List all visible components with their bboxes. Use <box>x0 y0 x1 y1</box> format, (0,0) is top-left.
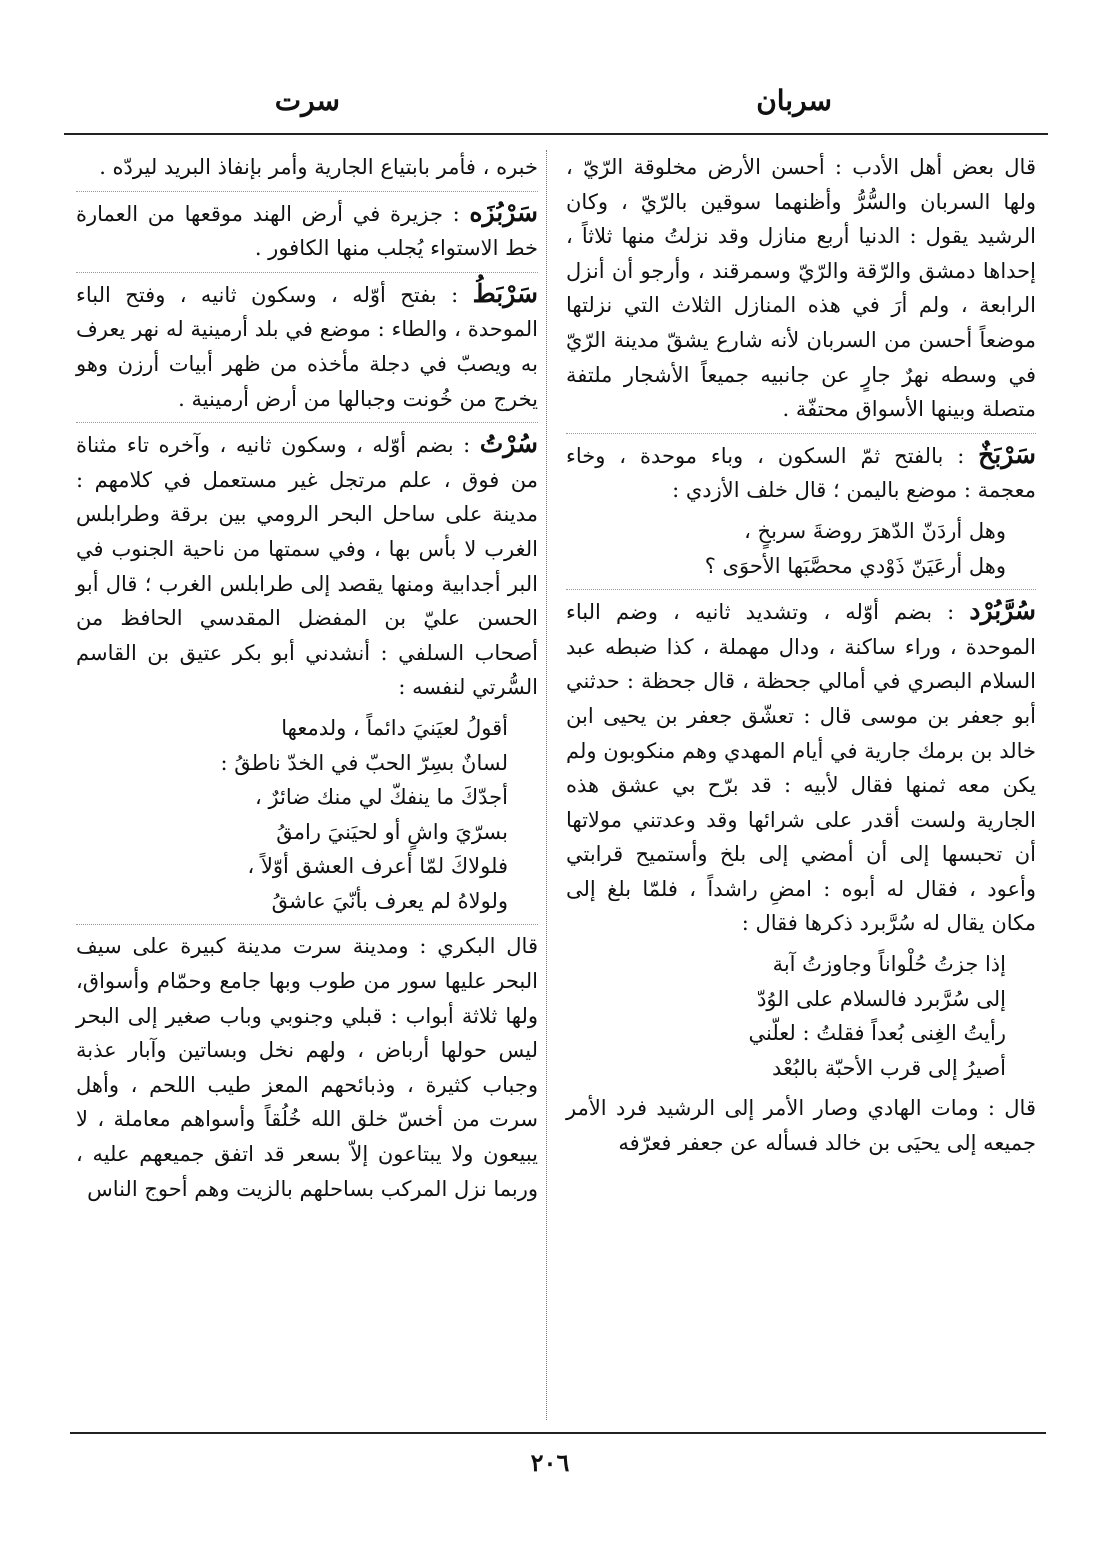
entry-separator <box>76 191 538 192</box>
header-rule <box>64 133 1048 135</box>
headword: سَرْبَخٌ <box>978 439 1036 469</box>
poem-line: أجدّكَ ما ينفكّ لي منك ضائرٌ ، <box>255 785 508 810</box>
running-header-left: سرت <box>274 84 340 117</box>
entry-separator <box>566 589 1036 590</box>
entry-sarbuza <box>76 196 538 266</box>
entry-text: : بضم أوّله ، وسكون ثانيه ، وآخره تاء مثناة من فوق ، علم مرتجل غير مستعمل في كلامهم : مدينة على ساحل البحر الرومي بين برقة وطرابلس الغرب لا بأس بها ، وفي سمتها من ناحية الجنوب في البر أجدابية ومنها يقصد إلى طرابلس الغرب ؛ قال أبو الحسن عليّ بن المفضل المقدسي الحافظ من أصحاب السلفي : أنشدني أبو بكر عتيق بن القاسم السُّرتي لنفسه : <box>76 433 538 700</box>
poem-line: إذا جزتُ حُلْواناً وجاوزتُ آبة <box>772 952 1006 977</box>
paragraph-surrabard-continued: قال : ومات الهادي وصار الأمر إلى الرشيد فرد الأمر جميعه إلى يحيَى بن خالد فسأله عن جعفر فعرّفه <box>566 1096 1036 1156</box>
poem-line: لسانٌ بسِرّ الحبّ في الخدّ ناطقُ : <box>220 750 508 775</box>
poem-surrabard <box>566 947 1036 1085</box>
paragraph-surrabard-end: خبره ، فأمر بابتياع الجارية وأمر بإنفاذ البريد ليردّه . <box>99 155 538 179</box>
entry-text: : بضم أوّله ، وتشديد ثانيه ، وضم الباء الموحدة ، وراء ساكنة ، ودال مهملة ، كذا ضبطه عبد السلام البصري في أمالي جحظة ، قال جحظة : حدثني أبو جعفر بن موسى قال : تعشّق جعفر بن يحيى ابن خالد بن برمك جارية في أيام المهدي وهم منكوبون ولم يكن معه ثمنها فقال لأبيه : قد برّح بي عشق هذه الجارية ولست أقدر على شرائها وقد وعدتني مولاتها أن تحبسها إلى أن أمضي إلى بلخ وأستميح قرابتي وأعود ، فقال له أبوه : امضِ راشداً ، فلمّا بلغ إلى مكان يقال له سُرَّبرد ذكرها فقال : <box>566 600 1036 936</box>
poem-surt <box>76 711 538 919</box>
headword: سَرْبَطُ <box>472 278 538 308</box>
entry-separator <box>566 433 1036 434</box>
poem-line: أصيرُ إلى قرب الأحبّة بالبُعْد <box>772 1055 1006 1080</box>
footer-rule <box>70 1432 1046 1434</box>
page-number: ٢٠٦ <box>530 1448 570 1477</box>
entry-surt <box>76 427 538 705</box>
poem-line: رأيتُ الغِنى بُعداً فقلتُ : لعلّني <box>748 1021 1006 1046</box>
right-column <box>566 150 1036 1167</box>
poem-line: ولولاهُ لم يعرف بأنّيَ عاشقُ <box>271 888 508 913</box>
running-header-right: سربان <box>756 84 832 117</box>
poem-sarbakh <box>566 514 1036 583</box>
left-column <box>76 150 538 1212</box>
entry-text: : بالفتح ثمّ السكون ، وباء موحدة ، وخاء معجمة : موضع باليمن ؛ قال خلف الأزدي : <box>566 443 1036 503</box>
poem-line: وهل أردَنّ الدّهرَ روضةَ سربخٍ ، <box>744 518 1006 543</box>
entry-separator <box>76 924 538 925</box>
paragraph-sarban-end: قال بعض أهل الأدب : أحسن الأرض مخلوقة الرّيّ ، ولها السربان والسُّرُّ وأظنهما سوقين بالرّيّ ، وكان الرشيد يقول : الدنيا أربع منازل وقد نزلتُ منها ثلاثاً ، إحداها دمشق والرّقة والرّيّ وسمرقند ، وأرجو أن أنزل الرابعة ، ولم أرَ في هذه المنازل الثلاث التي نزلتها موضعاً أحسن من السربان لأنه شارع يشقّ مدينة الرّيّ في وسطه نهرٌ جارٍ عن جانبيه جميعاً الأشجار ملتفة متصلة وبينها الأسواق محتفّة . <box>566 155 1036 422</box>
paragraph-surt-bakri: قال البكري : ومدينة سرت مدينة كبيرة على سيف البحر عليها سور من طوب وبها جامع وحمّام وأسواق، ولها ثلاثة أبواب : قبلي وجنوبي وباب صغير إلى البحر ليس حولها أرباض ، ولهم نخل وبساتين وآبار عذبة وجباب كثيرة ، وذبائحهم المعز طيب اللحم ، وأهل سرت من أخسّ خلق الله خُلُقاً وأسواهم معاملة ، لا يبيعون ولا يبتاعون إلاّ بسعر قد اتفق جميعهم عليه ، وربما نزل المركب بساحلهم بالزيت وهم أحوج الناس <box>76 934 538 1201</box>
entry-text: : جزيرة في أرض الهند موقعها من العمارة خط الاستواء يُجلب منها الكافور . <box>76 201 538 261</box>
headword: سُرْتُ <box>479 429 538 459</box>
poem-line: إلى سُرَّبرد فالسلام على الوُدّ <box>757 986 1006 1011</box>
column-divider <box>546 150 547 1420</box>
headword: سَرْبُزَه <box>469 197 538 227</box>
entry-separator <box>76 272 538 273</box>
entry-text: : بفتح أوّله ، وسكون ثانيه ، وفتح الباء الموحدة ، والطاء : موضع في بلد أرمينية له نهر يعرف به ويصبّ في دجلة مأخذه من ظهر أبيات أرزن وهو يخرج من خُونت وجبالها من أرض أرمينية . <box>76 282 538 411</box>
poem-line: فلولاكَ لمّا أعرف العشق أوّلاً ، <box>247 854 508 879</box>
entry-separator <box>76 422 538 423</box>
entry-surrabard <box>566 594 1036 941</box>
entry-sarbat <box>76 277 538 416</box>
poem-line: وهل أرعَيَنّ ذَوْدي محصَّبَها الأحوَى ؟ <box>704 553 1006 578</box>
poem-line: بسرّيَ واشٍ أو لحيَنيَ رامقُ <box>276 819 508 844</box>
entry-sarbakh <box>566 438 1036 508</box>
poem-line: أقولُ لعيَنيَ دائماً ، ولدمعها <box>281 715 508 740</box>
headword: سُرَّبُرْد <box>969 596 1036 626</box>
